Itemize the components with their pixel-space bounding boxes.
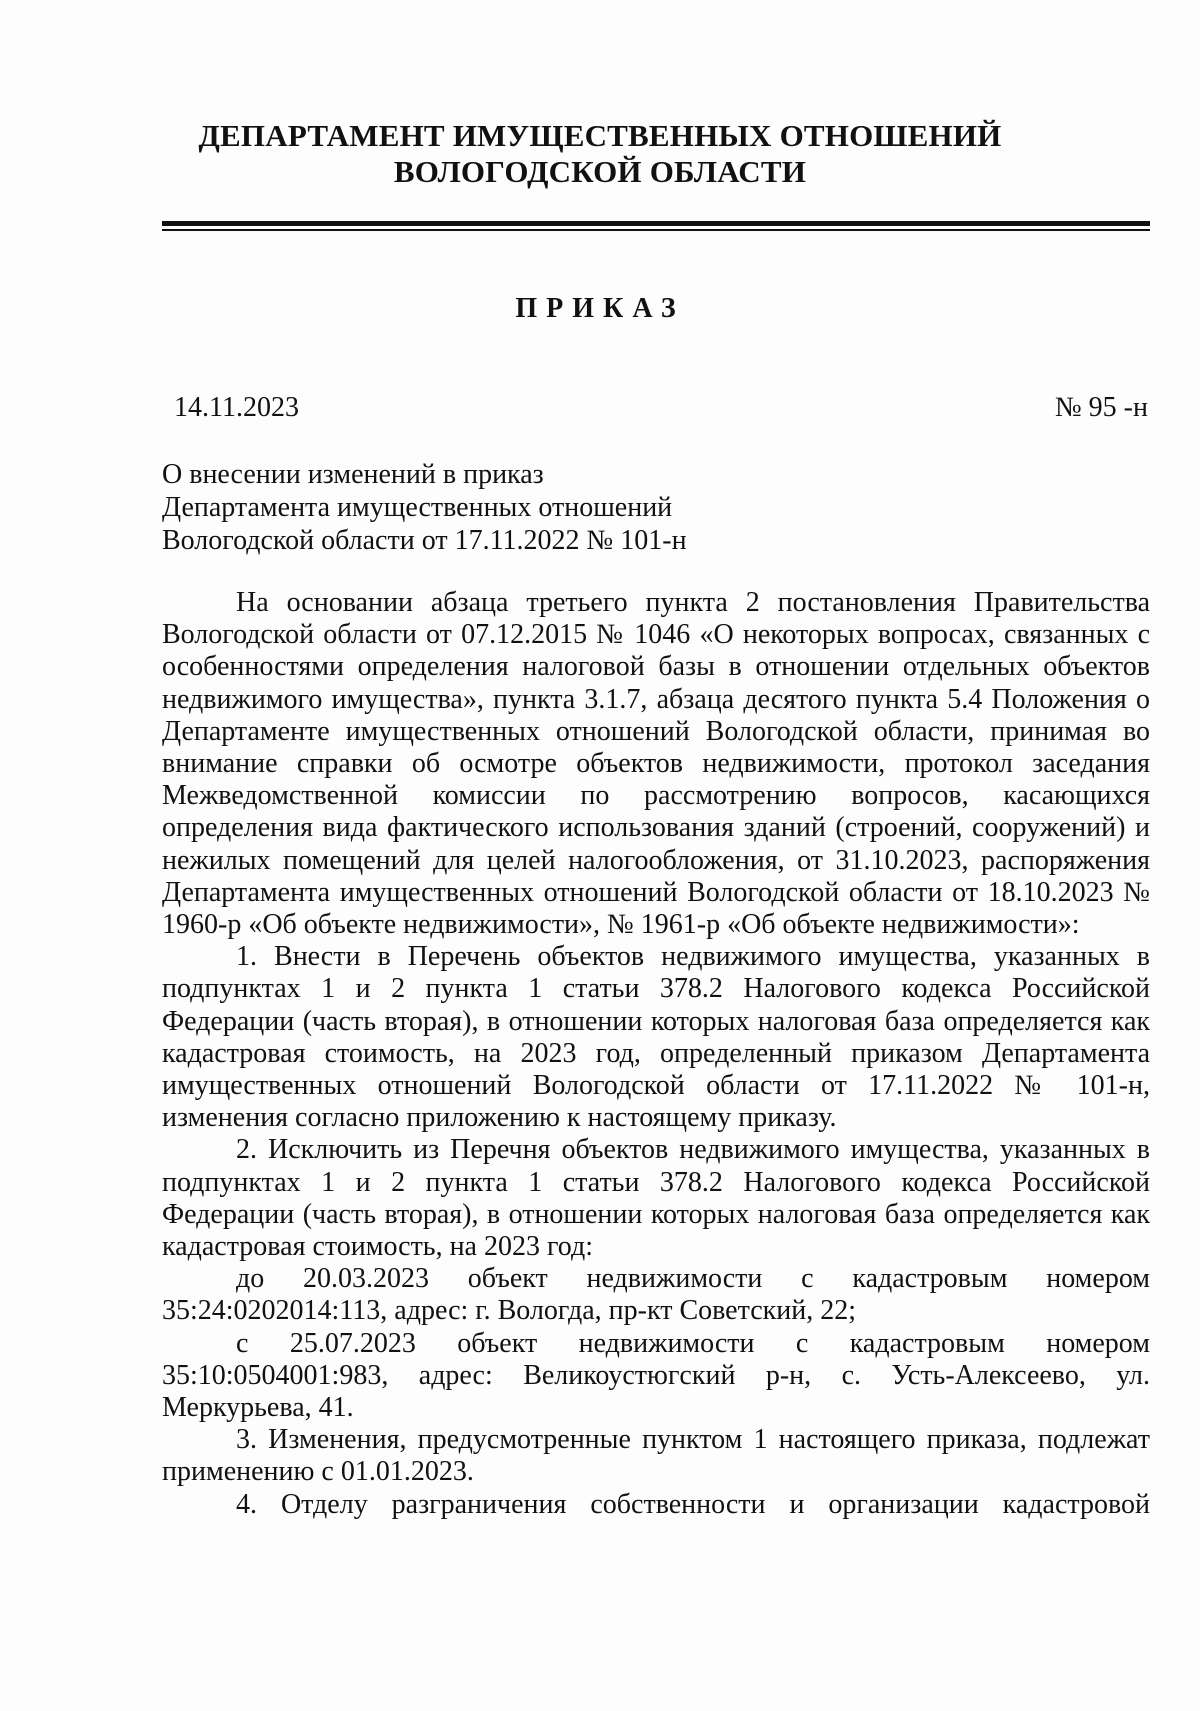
subject-line-1: О внесении изменений в приказ	[162, 459, 544, 490]
item-2-subitem-1: до 20.03.2023 объект недвижимости с кадастровым номером 35:24:0202014:113, адрес: г. Вологда, пр-кт Советский, 22;	[162, 1263, 1150, 1327]
document-date: 14.11.2023	[174, 392, 299, 423]
item-4-paragraph: 4. Отделу разграничения собственности и организации кадастровой	[236, 1488, 1150, 1520]
item-1-paragraph: 1. Внести в Перечень объектов недвижимого имущества, указанных в подпунктах 1 и 2 пункта 1 статьи 378.2 Налогового кодекса Российской Федерации (часть вторая), в отношении которых налоговая база определяется как кадастровая стоимость, на 2023 год, определенный приказом Департамента имущественных отношений Вологодской области от 17.11.2022 № 101-н, изменения согласно приложению к настоящему приказу.	[162, 941, 1150, 1134]
item-3-paragraph: 3. Изменения, предусмотренные пунктом 1 настоящего приказа, подлежат применению с 01.01.2023.	[162, 1424, 1150, 1488]
subject-line-2: Департамента имущественных отношений	[162, 492, 673, 523]
header-line-2: ВОЛОГОДСКОЙ ОБЛАСТИ	[393, 154, 807, 189]
header-divider-thick	[162, 221, 1150, 226]
header-line-1: ДЕПАРТАМЕНТ ИМУЩЕСТВЕННЫХ ОТНОШЕНИЙ	[198, 118, 1002, 153]
document-subject	[162, 458, 687, 557]
preamble-paragraph: На основании абзаца третьего пункта 2 постановления Правительства Вологодской области от 07.12.2015 № 1046 «О некоторых вопросах, связанных с особенностями определения налоговой базы в отношении отдельных объектов недвижимого имущества», пункта 3.1.7, абзаца десятого пункта 5.4 Положения о Департаменте имущественных отношений Вологодской области, принимая во внимание справки об осмотре объектов недвижимости, протокол заседания Межведомственной комиссии по рассмотрению вопросов, касающихся определения вида фактического использования зданий (строений, сооружений) и нежилых помещений для целей налогообложения, от 31.10.2023, распоряжения Департамента имущественных отношений Вологодской области от 18.10.2023 № 1960-р «Об объекте недвижимости», № 1961-р «Об объекте недвижимости»:	[162, 587, 1150, 941]
department-header	[0, 118, 1200, 190]
item-2-paragraph: 2. Исключить из Перечня объектов недвижимого имущества, указанных в подпунктах 1 и 2 пункта 1 статьи 378.2 Налогового кодекса Российской Федерации (часть вторая), в отношении которых налоговая база определяется как кадастровая стоимость, на 2023 год:	[162, 1134, 1150, 1263]
document-type-title: ПРИКАЗ	[515, 293, 685, 324]
document-number: № 95 -н	[1054, 392, 1148, 423]
subject-line-3: Вологодской области от 17.11.2022 № 101-н	[162, 525, 687, 556]
header-divider-thin	[162, 229, 1150, 231]
item-2-subitem-2: с 25.07.2023 объект недвижимости с кадастровым номером 35:10:0504001:983, адрес: Великоустюгский р-н, с. Усть-Алексеево, ул. Меркурьева, 41.	[162, 1327, 1150, 1424]
document-body	[162, 587, 1150, 1521]
